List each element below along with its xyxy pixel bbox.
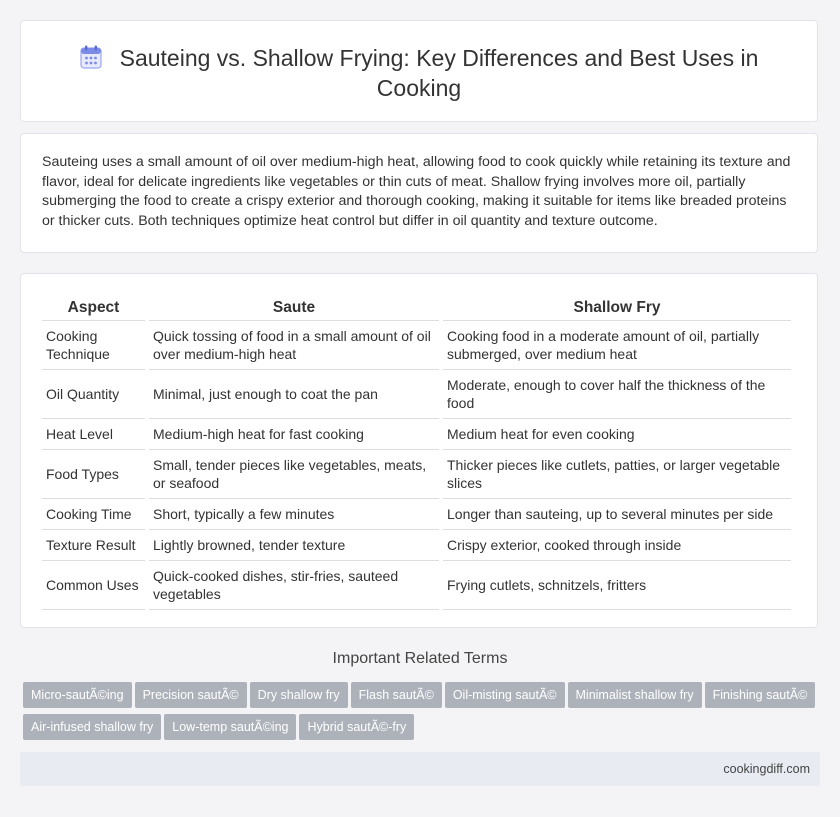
table-row [42, 419, 791, 450]
cell-shallow-fry: Thicker pieces like cutlets, patties, or larger vegetable slices [443, 450, 791, 499]
footer-site-link[interactable]: cookingdiff.com [723, 762, 810, 776]
cell-shallow-fry: Crispy exterior, cooked through inside [443, 530, 791, 561]
table-row [42, 370, 791, 419]
cell-saute: Quick-cooked dishes, stir-fries, sauteed vegetables [149, 561, 439, 610]
header-saute: Saute [149, 296, 439, 321]
related-term-tag[interactable]: Low-temp sautÃ©ing [164, 714, 296, 740]
related-term-tag[interactable]: Micro-sautÃ©ing [23, 682, 132, 708]
cell-aspect: Texture Result [42, 530, 145, 561]
related-term-tag[interactable]: Finishing sautÃ© [705, 682, 816, 708]
cell-saute: Short, typically a few minutes [149, 499, 439, 530]
cell-saute: Lightly browned, tender texture [149, 530, 439, 561]
cell-saute: Quick tossing of food in a small amount of oil over medium-high heat [149, 321, 439, 370]
related-terms-list [23, 682, 823, 746]
title-card [20, 20, 818, 122]
cell-aspect: Cooking Time [42, 499, 145, 530]
table-header-row [42, 296, 791, 321]
table-row [42, 499, 791, 530]
intro-card [20, 133, 818, 253]
table-row [42, 450, 791, 499]
related-term-tag[interactable]: Precision sautÃ© [135, 682, 247, 708]
related-term-tag[interactable]: Flash sautÃ© [351, 682, 442, 708]
cell-aspect: Common Uses [42, 561, 145, 610]
page-title-text: Sauteing vs. Shallow Frying: Key Differences and Best Uses in Cooking [119, 45, 759, 101]
page-title [61, 43, 777, 103]
intro-paragraph: Sauteing uses a small amount of oil over medium-high heat, allowing food to cook quickly while retaining its texture and flavor, ideal for delicate ingredients like vegetables or thin cuts of meat. Shallow frying involves more oil, partially submerging the food to create a crispy exterior and thorough cooking, making it suitable for items like breaded proteins or thicker cuts. Both techniques optimize heat control but differ in oil quantity and texture outcome. [42, 154, 791, 229]
cell-saute: Medium-high heat for fast cooking [149, 419, 439, 450]
cell-aspect: Heat Level [42, 419, 145, 450]
cell-saute: Minimal, just enough to coat the pan [149, 370, 439, 419]
related-term-tag[interactable]: Hybrid sautÃ©-fry [299, 714, 414, 740]
cell-shallow-fry: Cooking food in a moderate amount of oil, partially submerged, over medium heat [443, 321, 791, 370]
comparison-table [38, 296, 795, 610]
cell-aspect: Food Types [42, 450, 145, 499]
header-shallow-fry: Shallow Fry [443, 296, 791, 321]
cell-shallow-fry: Frying cutlets, schnitzels, fritters [443, 561, 791, 610]
related-term-tag[interactable]: Oil-misting sautÃ© [445, 682, 565, 708]
comparison-card [20, 273, 818, 628]
table-row [42, 530, 791, 561]
cell-saute: Small, tender pieces like vegetables, meats, or seafood [149, 450, 439, 499]
footer [20, 752, 820, 786]
related-term-tag[interactable]: Dry shallow fry [250, 682, 348, 708]
related-term-tag[interactable]: Air-infused shallow fry [23, 714, 161, 740]
related-term-tag[interactable]: Minimalist shallow fry [568, 682, 702, 708]
cell-aspect: Cooking Technique [42, 321, 145, 370]
table-row [42, 321, 791, 370]
cell-shallow-fry: Longer than sauteing, up to several minutes per side [443, 499, 791, 530]
cell-shallow-fry: Moderate, enough to cover half the thickness of the food [443, 370, 791, 419]
header-aspect: Aspect [42, 296, 145, 321]
calendar-icon [80, 45, 102, 69]
cell-shallow-fry: Medium heat for even cooking [443, 419, 791, 450]
cell-aspect: Oil Quantity [42, 370, 145, 419]
related-terms-title: Important Related Terms [332, 650, 508, 667]
table-row [42, 561, 791, 610]
